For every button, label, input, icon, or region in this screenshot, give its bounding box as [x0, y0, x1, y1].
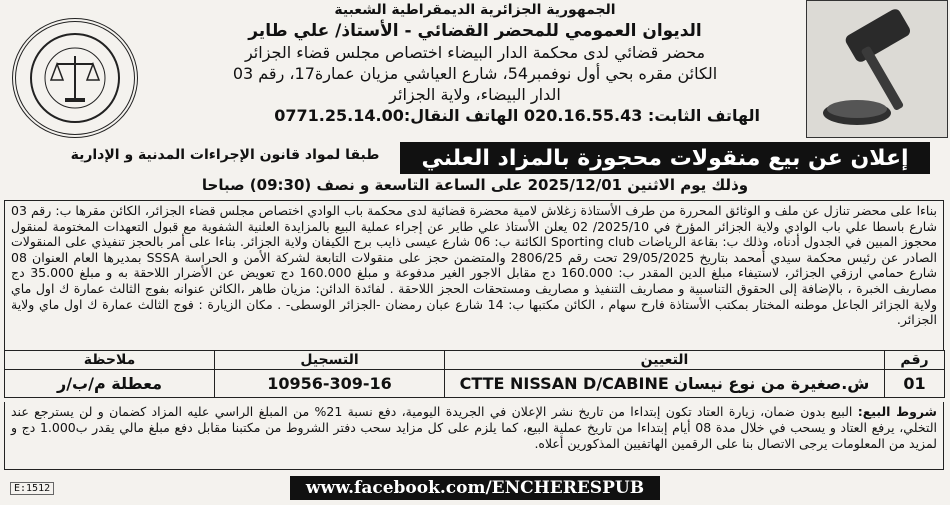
office-city: الدار البيضاء، ولاية الجزائر [389, 85, 561, 104]
title-row [0, 141, 950, 175]
col-desc: التعيين [445, 351, 885, 370]
notice-footer [0, 472, 950, 505]
gavel-image [806, 0, 948, 138]
notice-body [4, 200, 944, 350]
office-phones: الهاتف الثابت: 020.16.55.43 الهاتف النقال:0771.25.14.00 [274, 106, 760, 125]
cell-desc: ش.صغيرة من نوع نيسان CTTE NISSAN D/CABINE [445, 370, 885, 398]
cell-notes: معطلة م/ب/ر [5, 370, 215, 398]
office-address: الكائن مقره بحي أول نوفمبر54، شارع العياشي مزيان عمارة17، رقم 03 [232, 64, 718, 83]
col-reg: التسجيل [215, 351, 445, 370]
publication-code: E:1512 [10, 482, 54, 495]
table-header-row [5, 351, 945, 370]
items-table [4, 350, 945, 398]
republic-name: الجمهورية الجزائرية الديمقراطية الشعبية [334, 2, 616, 18]
conditions-text [11, 404, 937, 452]
body-text: بناءا على محضر تنازل عن ملف و الوثائق المحررة من طرف الأستاذة زغلاش لامية محضرة قضائية لدى محكمة باب الوادي اختصاص مجلس قضاء الجزائر، الكائن مقرها ب: رقم 03 شارع باسطا علي باب الوادي ولاية الجزائر المؤرخ في 2025/10/ 02 يعلن الأستاذ علي طاير عن إجراء عملية البيع بالمزايدة العلنية الشفوية مع قبول التعهدات المختومة لمنقول محجوز المبين في الجدول أدناه، وذلك ب: بقاعة الرياضات Sporting club الكائنة ب: 06 شارع عيسى ذايب برج الكيفان ولاية الجزائر. بناءا على أمر بالحجز تنفيذي على المنقولات الصادر عن رئيس محكمة سيدي أمحمد بتاريخ 29/05/2025 تحت رقم 2806/25 والمتضمن حجز على منقولات التابعة لشركة الأمن و الحراسة SSSA بمديرها العام العنوان 08 شارع حمامي ارزقي الجزائر، لاستيفاء مبلغ الدين المقدر ب: 160.000 دج مقابل الاجور الغير مدفوعة و مبلغ 160.000 دج تعويض عن الأضرار اللاحقة به و مبلغ 35.000 دج مصاريف الخبرة ، بالإضافة إلى الحقوق التناسبية و مصاريف التنفيذ و مصاريف ومستحقات الحجز اللاحقة . لفائدة الدائن: مزيان طاهر ،الكائن عنوانه بفوج الثالث عمارة ك اول ماي ولاية الجزائر الجاعل موطنه المختار بمكتب الأستاذة فارح سهام ، الكائن مكتبها ب: 14 شارع عبان رمضان -الجزائر الوسطى- . مكان الزيارة : فوج الثالث عمارة ك اول ماي ولاية الجزائر. [11, 203, 938, 328]
cell-num: 01 [885, 370, 945, 398]
gavel-icon [807, 1, 947, 137]
notice-title: إعلان عن بيع منقولات محجوزة بالمزاد العلني [400, 142, 930, 174]
sale-conditions [4, 402, 944, 470]
col-notes: ملاحظة [5, 351, 215, 370]
cell-reg: 10956-309-16 [215, 370, 445, 398]
conditions-label: شروط البيع: [857, 404, 937, 419]
court-jurisdiction: محضر قضائي لدى محكمة الدار البيضاء اختصاص مجلس قضاء الجزائر [244, 43, 706, 62]
col-num: رقم [885, 351, 945, 370]
legal-basis: طبقا لمواد قانون الإجراءات المدنية و الإدارية [70, 147, 380, 163]
conditions-body: البيع بدون ضمان، زيارة العتاد تكون إبتداءا من تاريخ نشر الإعلان في الجريدة اليومية، دفع نسبة 21% من المبلغ الراسي عليه المزاد كضمان و لن يسترجع عند التخلي، يرفع العتاد و يسحب في خلال مدة 08 أيام إبتداءا من تاريخ عملية البيع، كما يلزم على كل مزايد سحب دفتر الشروط من مكتبنا مقابل دفع مبلغ مالي يقدر ب1.000 دج و لمزيد من المعلومات يرجى الاتصال بنا على الرقمين الهاتفيين المذكورين أعلاه. [11, 404, 937, 451]
website-link[interactable]: www.facebook.com/ENCHERESPUB [290, 476, 660, 500]
office-details [150, 0, 800, 126]
office-name: الديوان العمومي للمحضر القضائي - الأستاذ/ علي طاير [248, 21, 702, 41]
scales-of-justice-icon [29, 32, 121, 124]
auction-date: وذلك يوم الاثنين 2025/12/01 على الساعة التاسعة و نصف (09:30) صباحا [201, 176, 749, 194]
notice-header [0, 0, 950, 140]
republic-seal [12, 18, 138, 138]
table-row [5, 370, 945, 398]
